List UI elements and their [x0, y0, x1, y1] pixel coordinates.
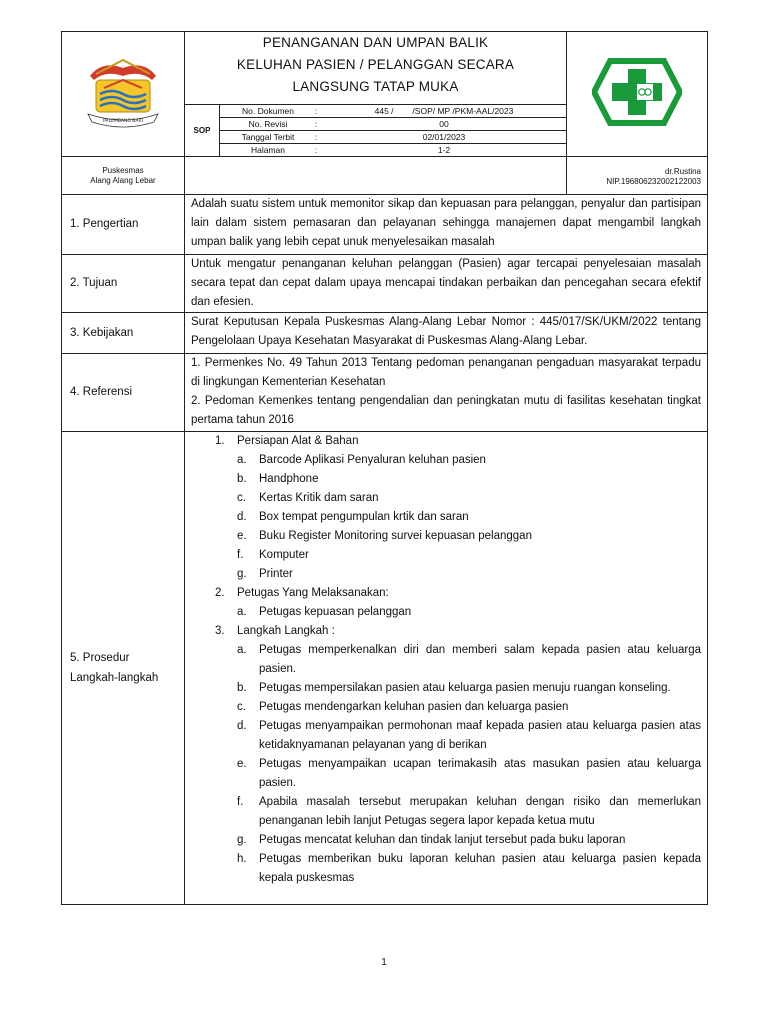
item-letter: f. — [237, 548, 244, 561]
list-item — [237, 470, 701, 489]
sop-meta-block — [185, 104, 566, 156]
signer-name: dr.Rustina — [664, 167, 701, 176]
group-items — [237, 641, 701, 888]
meta-row-halaman — [220, 144, 566, 156]
signer-nip: NIP.196806232002122003 — [606, 177, 701, 186]
meta-colon: : — [314, 145, 318, 155]
item-letter: a. — [237, 643, 247, 656]
item-text: Printer — [259, 567, 293, 580]
meta-row-revisi — [220, 118, 566, 131]
text-prosedur — [185, 431, 708, 904]
prosedur-label-line2: Langkah-langkah — [70, 671, 159, 684]
meta-value: 00 — [439, 119, 449, 129]
item-letter: a. — [237, 453, 247, 466]
item-text: Apabila masalah tersebut merupakan keluhan dengan risiko dan memerlukan penanganan lebih lanjut Petugas segera lapor kepada ketua mutu — [259, 795, 701, 827]
item-text: Petugas memperkenalkan diri dan memberi salam kepada pasien atau keluarga pasien. — [259, 643, 701, 675]
item-text: Petugas mendengarkan keluhan pasien dan keluarga pasien — [259, 700, 569, 713]
item-text: Petugas menyampaikan ucapan terimakasih atas masukan pasien atau keluarga pasien. — [259, 757, 701, 789]
item-letter: g. — [237, 833, 247, 846]
item-text: Petugas memberikan buku laporan keluhan pasien atau keluarga pasien kepada kepala puskesmas — [259, 852, 701, 884]
label-kebijakan: 3. Kebijakan — [62, 312, 185, 353]
item-letter: h. — [237, 852, 247, 865]
item-text: Box tempat pengumpulan krtik dan saran — [259, 510, 469, 523]
item-letter: e. — [237, 757, 247, 770]
meta-key: Tanggal Terbit — [241, 132, 295, 142]
health-logo-cell — [567, 32, 708, 157]
item-text: Kertas Kritik dam saran — [259, 491, 379, 504]
row-prosedur — [62, 431, 708, 904]
group-title: Persiapan Alat & Bahan — [237, 434, 359, 447]
text-tujuan: Untuk mengatur penanganan keluhan pelanggan (Pasien) agar tercapai penyelesaian masalah secara tepat dan cepat dalam upaya mencapai tindakan perbaikan dan pencegahan secara efektif dan efesien. — [185, 254, 708, 312]
item-letter: g. — [237, 567, 247, 580]
title-line-2: KELUHAN PASIEN / PELANGGAN SECARA — [236, 57, 515, 72]
document-title — [185, 32, 566, 98]
item-letter: d. — [237, 510, 247, 523]
prosedur-label-line1: 5. Prosedur — [70, 651, 130, 664]
list-item — [237, 717, 701, 755]
list-item — [237, 831, 701, 850]
header-table — [61, 31, 708, 195]
meta-key: No. Dokumen — [242, 106, 294, 116]
meta-row-tanggal — [220, 131, 566, 144]
meta-value: 1-2 — [437, 145, 451, 155]
org-name: Puskesmas — [102, 165, 144, 175]
meta-colon: : — [314, 132, 318, 142]
prosedur-group — [215, 584, 701, 622]
group-title: Langkah Langkah : — [237, 624, 335, 637]
item-letter: a. — [237, 605, 247, 618]
item-letter: c. — [237, 700, 246, 713]
group-items — [237, 451, 701, 584]
item-text: Komputer — [259, 548, 309, 561]
prosedur-group — [215, 432, 701, 584]
meta-colon: : — [314, 106, 318, 116]
item-text: Petugas mencatat keluhan dan tindak lanjut tersebut pada buku laporan — [259, 833, 626, 846]
title-cell — [185, 32, 567, 157]
health-cross-icon — [592, 57, 682, 127]
group-number: 1. — [215, 434, 225, 447]
list-item — [237, 698, 701, 717]
item-text: Petugas menyampaikan permohonan maaf kepada pasien atau keluarga pasien atas ketidaknyamanan pelayanan yang di berikan — [259, 719, 701, 751]
meta-table — [220, 105, 566, 156]
meta-colon: : — [314, 119, 318, 129]
signature-space — [185, 157, 567, 195]
city-logo-cell — [62, 32, 185, 157]
prosedur-group — [215, 622, 701, 888]
item-letter: c. — [237, 491, 246, 504]
list-item — [237, 527, 701, 546]
item-text: Barcode Aplikasi Penyaluran keluhan pasien — [259, 453, 486, 466]
palembang-logo-icon — [82, 54, 164, 130]
list-item — [237, 850, 701, 888]
item-text: Petugas mempersilakan pasien atau keluarga pasien menuju ruangan konseling. — [259, 681, 671, 694]
list-item — [237, 546, 701, 565]
item-letter: b. — [237, 472, 247, 485]
meta-value: 445 / /SOP/ MP /PKM-AAL/2023 — [374, 106, 514, 116]
content-table — [61, 195, 708, 905]
item-text: Handphone — [259, 472, 319, 485]
text-pengertian: Adalah suatu sistem untuk memonitor sikap dan kepuasan para pelanggan, penyalur dan partisipan lain dalam sistem pemasaran dan pelayanan sehingga manajemen dapat mengambil langkah umpan balik yang lebih cepat unuk menyelesaikan masalah — [185, 195, 708, 254]
logo-caption: PALEMBANG BARI — [103, 118, 143, 124]
row-kebijakan — [62, 312, 708, 353]
list-item — [237, 793, 701, 831]
meta-key: Halaman — [250, 145, 286, 155]
label-referensi: 4. Referensi — [62, 353, 185, 431]
item-text: Petugas kepuasan pelanggan — [259, 605, 412, 618]
meta-key: No. Revisi — [248, 119, 288, 129]
row-tujuan — [62, 254, 708, 312]
prosedur-list — [191, 432, 701, 888]
referensi-2: 2. Pedoman Kemenkes tentang pengendalian dan peningkatan mutu di fasilitas kesehatan tingkat pertama tahun 2016 — [191, 394, 701, 426]
group-number: 3. — [215, 624, 225, 637]
title-line-3: LANGSUNG TATAP MUKA — [292, 79, 459, 94]
list-item — [237, 565, 701, 584]
organization-cell — [62, 157, 185, 195]
title-line-1: PENANGANAN DAN UMPAN BALIK — [262, 35, 489, 50]
list-item — [237, 641, 701, 679]
text-kebijakan: Surat Keputusan Kepala Puskesmas Alang-Alang Lebar Nomor : 445/017/SK/UKM/2022 tentang Pengelolaan Upaya Kesehatan Masyarakat di Puskesmas Alang-Alang Lebar. — [185, 312, 708, 353]
item-letter: b. — [237, 681, 247, 694]
list-item — [237, 451, 701, 470]
group-number: 2. — [215, 586, 225, 599]
meta-row-dokumen — [220, 105, 566, 118]
page-number: 1 — [381, 957, 387, 968]
list-item — [237, 755, 701, 793]
row-pengertian — [62, 195, 708, 254]
group-items — [237, 603, 701, 622]
row-referensi — [62, 353, 708, 431]
meta-value: 02/01/2023 — [422, 132, 466, 142]
item-letter: e. — [237, 529, 247, 542]
group-title: Petugas Yang Melaksanakan: — [237, 586, 389, 599]
text-referensi — [185, 353, 708, 431]
referensi-1: 1. Permenkes No. 49 Tahun 2013 Tentang pedoman penanganan pengaduan masyarakat terpadu di lingkungan Kementerian Kesehatan — [191, 356, 701, 388]
label-pengertian: 1. Pengertian — [62, 195, 185, 254]
item-letter: f. — [237, 795, 244, 808]
org-location: Alang Alang Lebar — [90, 175, 156, 185]
sop-document — [61, 31, 707, 905]
label-prosedur — [62, 431, 185, 904]
list-item — [237, 508, 701, 527]
sop-label: SOP — [185, 105, 220, 156]
label-tujuan: 2. Tujuan — [62, 254, 185, 312]
list-item — [237, 603, 701, 622]
item-letter: d. — [237, 719, 247, 732]
signer-cell — [567, 157, 708, 195]
item-text: Buku Register Monitoring survei kepuasan pelanggan — [259, 529, 532, 542]
list-item — [237, 679, 701, 698]
list-item — [237, 489, 701, 508]
